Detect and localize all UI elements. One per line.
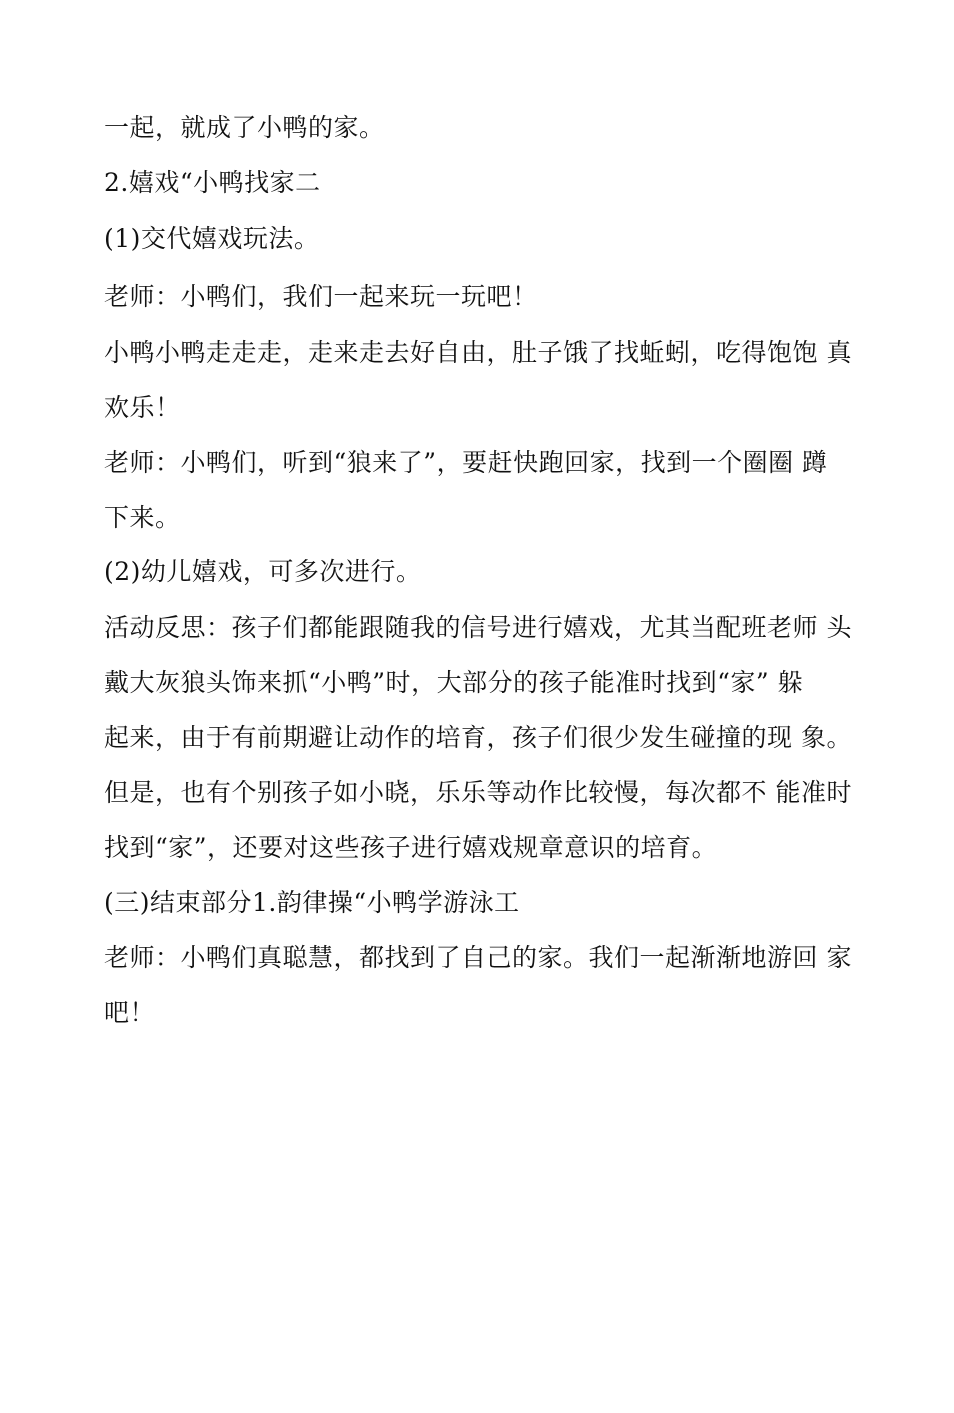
text-line-5: 小鸭小鸭走走走，走来走去好自由，肚子饿了找蚯蚓，吃得饱饱 真	[104, 338, 852, 367]
text-line-6: 欢乐！	[104, 393, 181, 422]
text-line-13: 但是，也有个别孩子如小晓，乐乐等动作比较慢，每次都不 能准时	[104, 778, 852, 807]
text-line-15: (三)结束部分1.韵律操“小鸭学游泳工	[104, 888, 520, 917]
text-line-11: 戴大灰狼头饰来抓“小鸭”时，大部分的孩子能准时找到“家” 躲	[104, 668, 804, 697]
text-line-8: 下来。	[104, 503, 181, 532]
text-line-7: 老师：小鸭们，听到“狼来了”，要赶快跑回家，找到一个圈圈 蹲	[104, 448, 828, 477]
text-line-4: 老师：小鸭们，我们一起来玩一玩吧！	[104, 282, 538, 311]
text-line-16: 老师：小鸭们真聪慧，都找到了自己的家。我们一起渐渐地游回 家	[104, 943, 852, 972]
text-line-2: 2.嬉戏“小鸭找家二	[104, 168, 321, 197]
text-line-9: (2)幼儿嬉戏，可多次进行。	[104, 557, 422, 586]
text-line-10: 活动反思：孩子们都能跟随我的信号进行嬉戏，尤其当配班老师 头	[104, 613, 852, 642]
text-line-17: 吧！	[104, 998, 156, 1027]
text-line-14: 找到“家”，还要对这些孩子进行嬉戏规章意识的培育。	[104, 833, 718, 862]
text-line-12: 起来，由于有前期避让动作的培育，孩子们很少发生碰撞的现 象。	[104, 723, 852, 752]
text-line-1: 一起，就成了小鸭的家。	[104, 113, 385, 142]
text-line-3: (1)交代嬉戏玩法。	[104, 224, 320, 253]
